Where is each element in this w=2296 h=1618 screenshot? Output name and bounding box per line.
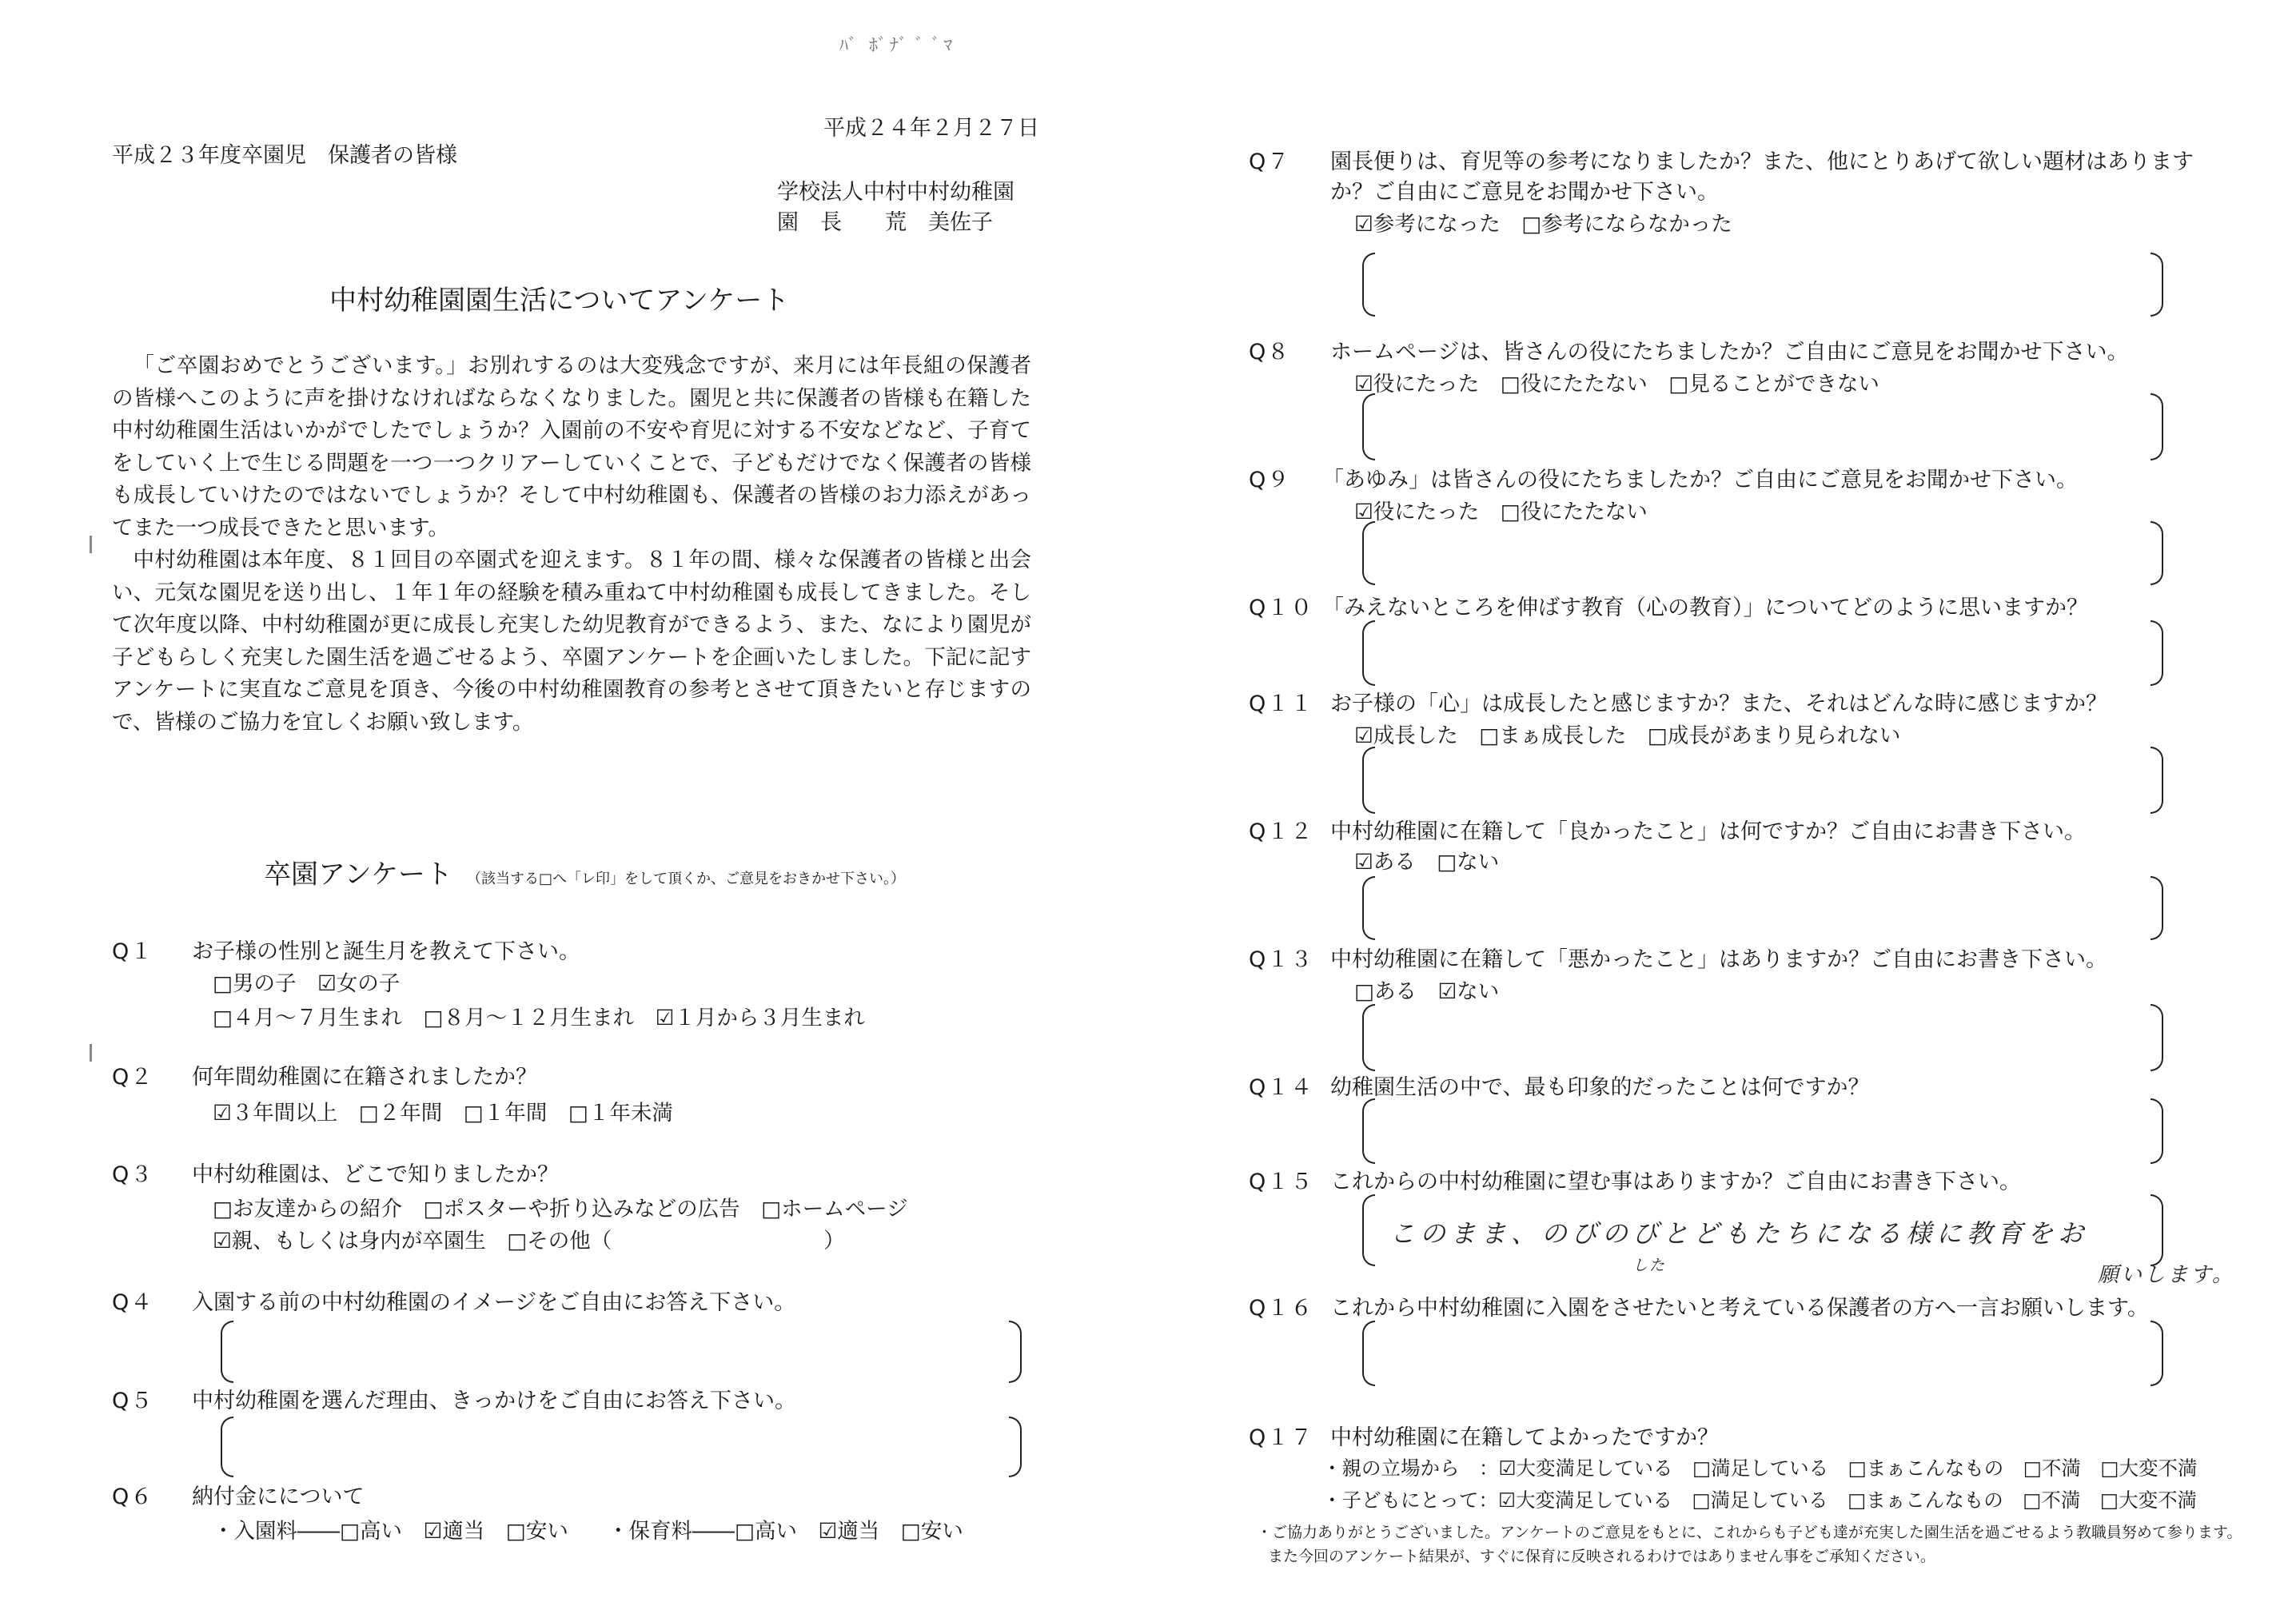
q6-options-admission[interactable]: ・入園料――□高い ☑適当 □安い (213, 1519, 568, 1544)
intro-text (112, 350, 1031, 739)
q3-options-2[interactable]: ☑親、もしくは身内が卒園生 □その他（ ） (213, 1229, 845, 1253)
q13-number: Q１３ (1249, 947, 1314, 972)
q13-text: 中村幼稚園に在籍して「悪かったこと」はありますか？ご自由にお書き下さい。 (1330, 947, 2107, 972)
footer-thanks: ・ご協力ありがとうございました。アンケートのご意見をもとに、これからも子ども達が充実した園生活を過ごせるよう教職員努めて参ります。 (1257, 1524, 2242, 1541)
q13-answer-open-bracket (1362, 1004, 1375, 1071)
q15-answer-close-bracket (2151, 1194, 2163, 1266)
q12-answer-open-bracket (1362, 876, 1375, 940)
q14-answer-field[interactable] (1375, 1098, 2151, 1161)
q6-text: 納付金にについて (192, 1484, 365, 1509)
q8-answer-open-bracket (1362, 393, 1375, 460)
principal-name: 園 長 荒 美佐子 (777, 210, 993, 235)
q10-text: 「みえないところを伸ばす教育（心の教育）」についてどのように思いますか？ (1322, 596, 2088, 620)
right-page (1148, 0, 2296, 1618)
footer-notice: また今回のアンケート結果が、すぐに保育に反映されるわけではありません事をご承知ください。 (1268, 1548, 1935, 1565)
q13-answer-close-bracket (2151, 1004, 2163, 1071)
q15-answer-open-bracket (1362, 1194, 1375, 1266)
q8-text: ホームページは、皆さんの役にたちましたか？ご自由にご意見をお聞かせ下さい。 (1330, 340, 2129, 365)
document-date: 平成２４年２月２７日 (823, 116, 1039, 141)
q12-number: Q１２ (1249, 819, 1314, 844)
q7-text-line1: 園長便りは、育児等の参考になりましたか？また、他にとりあげて欲しい題材はあります (1330, 149, 2194, 174)
q1-number: Q１ (112, 939, 154, 964)
q4-answer-field[interactable] (233, 1321, 1009, 1380)
q9-answer-open-bracket (1362, 521, 1375, 585)
q9-text: 「あゆみ」は皆さんの役にたちましたか？ご自由にご意見をお聞かせ下さい。 (1322, 468, 2078, 492)
q11-answer-open-bracket (1362, 747, 1375, 814)
q7-answer-open-bracket (1362, 253, 1375, 317)
intro-paragraph-2: 中村幼稚園は本年度、８１回目の卒園式を迎えます。８１年の間、様々な保護者の皆様と出会い、元気な園児を送り出し、１年１年の経験を積み重ねて中村幼稚園も成長してきました。そして次年度以降、中村幼稚園が更に成長し充実した幼児教育ができるよう、また、なにより園児が子どもらしく充実した園生活を過ごせるよう、卒園アンケートを企画いたしました。下記に記すアンケートに実直なご意見を頂き、今後の中村幼稚園教育の参考とさせて頂きたいと存じますので、皆様のご協力を宜しくお願い致します。 (112, 548, 1031, 735)
q12-options[interactable]: ☑ある □ない (1354, 850, 1500, 875)
q7-number: Q７ (1249, 149, 1291, 174)
q10-number: Q１０ (1249, 596, 1314, 620)
q1-options-birth[interactable]: □４月～７月生まれ □８月～１２月生まれ ☑１月から３月生まれ (213, 1006, 865, 1030)
q13-answer-field[interactable] (1375, 1004, 2151, 1068)
q15-handwritten-continuation: 願いします。 (2098, 1263, 2235, 1287)
q15-handwritten-insert: した (1632, 1257, 1667, 1274)
q11-answer-field[interactable] (1375, 747, 2151, 811)
q16-number: Q１６ (1249, 1296, 1314, 1321)
q2-text: 何年間幼稚園に在籍されましたか？ (192, 1065, 537, 1090)
q11-options[interactable]: ☑成長した □まぁ成長した □成長があまり見られない (1354, 723, 1901, 748)
q9-answer-close-bracket (2151, 521, 2163, 585)
q16-answer-open-bracket (1362, 1321, 1375, 1386)
q17-options-parent[interactable]: ・親の立場から ：☑大変満足している □満足している □まぁこんなもの □不満 □大変不満 (1322, 1457, 2198, 1480)
q4-number: Q４ (112, 1290, 154, 1315)
q8-options[interactable]: ☑役にたった □役にたたない □見ることができない (1354, 372, 1879, 397)
binding-mark (90, 1044, 92, 1062)
school-name: 学校法人中村中村幼稚園 (777, 180, 1014, 205)
q1-text: お子様の性別と誕生月を教えて下さい。 (192, 939, 580, 964)
q8-number: Q８ (1249, 340, 1291, 365)
q15-number: Q１５ (1249, 1170, 1314, 1194)
binding-mark (90, 536, 92, 553)
q8-answer-close-bracket (2151, 393, 2163, 460)
q5-answer-close-bracket (1009, 1417, 1022, 1477)
q9-number: Q９ (1249, 468, 1291, 492)
survey-title: 卒園アンケート (264, 859, 452, 891)
q11-answer-close-bracket (2151, 747, 2163, 814)
q1-options-gender[interactable]: □男の子 ☑女の子 (213, 971, 401, 996)
q12-answer-field[interactable] (1375, 876, 2151, 937)
intro-paragraph-1: 「ご卒園おめでとうございます。」お別れするのは大変残念ですが、来月には年長組の保護者の皆様へこのように声を掛けなければならなくなりました。園児と共に保護者の皆様も在籍した中村幼稚園生活はいかがでしたでしょうか？入園前の不安や育児に対する不安などなど、子育てをしていく上で生じる問題を一つ一つクリアーしていくことで、子どもだけでなく保護者の皆様も成長していけたのではないでしょうか？そして中村幼稚園も、保護者の皆様のお力添えがあってまた一つ成長できたと思います。 (112, 353, 1031, 540)
q12-answer-close-bracket (2151, 876, 2163, 940)
q12-text: 中村幼稚園に在籍して「良かったこと」は何ですか？ご自由にお書き下さい。 (1330, 819, 2086, 844)
q7-options[interactable]: ☑参考になった □参考にならなかった (1354, 212, 1732, 237)
q7-answer-field[interactable] (1375, 253, 2151, 313)
scan-scribble: ﾊﾞ ﾎﾞﾅﾞ ﾞ ﾞﾏ (839, 36, 956, 56)
q11-text: お子様の「心」は成長したと感じますか？また、それはどんな時に感じますか？ (1330, 691, 2107, 716)
q16-answer-field[interactable] (1375, 1321, 2151, 1383)
q2-options[interactable]: ☑３年間以上 □２年間 □１年間 □１年未満 (213, 1101, 673, 1126)
survey-instruction: （該当する□へ「レ印」をして頂くか、ご意見をおきかせ下さい。） (467, 871, 906, 887)
q7-answer-close-bracket (2151, 253, 2163, 317)
q8-answer-field[interactable] (1375, 393, 2151, 457)
q15-handwritten-answer: このまま、のびのびとどもたちになる様に教育をお (1389, 1218, 2089, 1249)
q16-text: これから中村幼稚園に入園をさせたいと考えている保護者の方へ一言お願いします。 (1330, 1296, 2149, 1321)
q6-options-childcare[interactable]: ・保育料――□高い ☑適当 □安い (608, 1519, 963, 1544)
q17-number: Q１７ (1249, 1425, 1314, 1450)
q3-number: Q３ (112, 1162, 154, 1187)
q3-options-1[interactable]: □お友達からの紹介 □ポスターや折り込みなどの広告 □ホームページ (213, 1197, 908, 1221)
q5-answer-field[interactable] (233, 1417, 1009, 1474)
q4-text: 入園する前の中村幼稚園のイメージをご自由にお答え下さい。 (192, 1290, 796, 1315)
q10-answer-open-bracket (1362, 620, 1375, 686)
q5-number: Q５ (112, 1389, 154, 1413)
q3-text: 中村幼稚園は、どこで知りましたか？ (192, 1162, 559, 1187)
q15-text: これからの中村幼稚園に望む事はありますか？ご自由にお書き下さい。 (1330, 1170, 2021, 1194)
q7-text-line2: か？ご自由にご意見をお聞かせ下さい。 (1330, 180, 1719, 205)
q17-text: 中村幼稚園に在籍してよかったですか？ (1330, 1425, 1719, 1450)
q16-answer-close-bracket (2151, 1321, 2163, 1386)
q14-number: Q１４ (1249, 1075, 1314, 1100)
q14-answer-close-bracket (2151, 1098, 2163, 1164)
q4-answer-open-bracket (221, 1321, 233, 1383)
q13-options[interactable]: □ある ☑ない (1354, 979, 1500, 1004)
q5-text: 中村幼稚園を選んだ理由、きっかけをご自由にお答え下さい。 (192, 1389, 796, 1413)
q11-number: Q１１ (1249, 691, 1314, 716)
q2-number: Q２ (112, 1065, 154, 1090)
q6-number: Q６ (112, 1484, 154, 1509)
q5-answer-open-bracket (221, 1417, 233, 1477)
page-title: 中村幼稚園園生活についてアンケート (329, 285, 790, 317)
q9-answer-field[interactable] (1375, 521, 2151, 582)
q14-text: 幼稚園生活の中で、最も印象的だったことは何ですか？ (1330, 1075, 1870, 1100)
q10-answer-field[interactable] (1375, 620, 2151, 683)
q14-answer-open-bracket (1362, 1098, 1375, 1164)
q17-options-child[interactable]: ・子どもにとって：☑大変満足している □満足している □まぁこんなもの □不満 □大変不満 (1322, 1488, 2198, 1512)
addressee: 平成２３年度卒園児 保護者の皆様 (112, 143, 457, 168)
q4-answer-close-bracket (1009, 1321, 1022, 1383)
q9-options[interactable]: ☑役にたった □役にたたない (1354, 500, 1648, 524)
q10-answer-close-bracket (2151, 620, 2163, 686)
